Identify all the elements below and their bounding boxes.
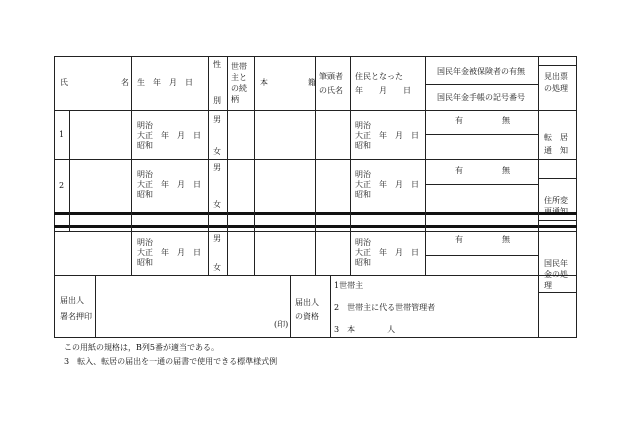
row2-pension-yu: 有	[455, 166, 463, 175]
row3-moved-era: 明治 大正 年 月 日 昭和	[355, 238, 419, 267]
header-sex-bottom: 別	[213, 96, 221, 105]
row3-pension-mu: 無	[502, 235, 510, 244]
row2-pension-mu: 無	[502, 166, 510, 175]
row3-birth-era: 明治 大正 年 月 日 昭和	[137, 238, 201, 267]
birth-col-line	[131, 56, 132, 275]
header-moved-2: 年 月 日	[355, 86, 411, 95]
row1-number: 1	[59, 130, 65, 139]
tenkyo-label-1: 転 居	[544, 133, 568, 142]
row3-sex-female: 女	[213, 263, 221, 272]
header-relation-1: 世帯	[231, 62, 247, 71]
header-birth: 生 年 月 日	[137, 78, 193, 87]
right-col-divider-5	[538, 220, 577, 221]
right-col-divider-2	[538, 110, 577, 111]
num-col-line	[69, 110, 70, 231]
right-col-divider-6	[538, 292, 577, 293]
right-col-divider-1	[538, 65, 577, 66]
footer-divider	[54, 275, 577, 276]
header-sex-top: 性	[213, 60, 221, 69]
right-col-divider-3	[538, 159, 577, 160]
qualification-option-2: 2 世帯主に代る世帯管理者	[334, 303, 436, 312]
header-relation-2: 主と	[231, 73, 247, 82]
note-form-caption: 3 転入、転居の届出を一通の届書で使用できる標準様式例	[64, 357, 278, 366]
right-col-line	[538, 56, 539, 338]
moved-col-line	[350, 56, 351, 275]
right-col-divider-4	[538, 178, 577, 179]
relation-col-line	[227, 56, 228, 275]
row1-sex-female: 女	[213, 147, 221, 156]
pension-row3-divider	[425, 255, 538, 256]
todokede-label-2: 署名押印	[60, 312, 92, 321]
row1-birth-era: 明治 大正 年 月 日 昭和	[137, 121, 201, 150]
row1-sex-male: 男	[213, 115, 221, 124]
header-name-left: 氏	[60, 78, 68, 87]
header-pension-2: 国民年金手帳の記号番号	[437, 93, 525, 102]
seal-mark: (印)	[274, 320, 289, 329]
row2-sex-male: 男	[213, 163, 221, 172]
pension-header-divider	[425, 84, 538, 85]
header-honseki: 本 籍	[260, 78, 316, 87]
row3-sex-male: 男	[213, 234, 221, 243]
header-sochi-2: の処理	[544, 84, 568, 93]
pension-row1-divider	[425, 134, 538, 135]
header-pension-1: 国民年金被保険者の有無	[437, 67, 525, 76]
header-relation-4: 柄	[231, 95, 239, 104]
row1-pension-yu: 有	[455, 116, 463, 125]
header-hittosha-1: 筆頭者	[319, 72, 343, 81]
header-hittosha-2: の氏名	[319, 86, 343, 95]
qualification-option-1: 1世帯主	[334, 281, 364, 290]
row2-birth-era: 明治 大正 年 月 日 昭和	[137, 170, 201, 199]
row2-number: 2	[59, 181, 65, 190]
footer-options-line	[330, 275, 331, 338]
qualification-option-3: 3 本 人	[334, 325, 396, 334]
shikaku-label-2: の資格	[295, 312, 319, 321]
header-sochi-1: 見出票	[544, 72, 568, 81]
row1-pension-mu: 無	[502, 116, 510, 125]
shikaku-label-1: 届出人	[295, 298, 319, 307]
pension-col-line	[425, 56, 426, 275]
kokumin-label-2: 金の処	[544, 270, 568, 279]
kokumin-label-1: 国民年	[544, 259, 568, 268]
footer-sign-line	[95, 275, 96, 338]
row2-sex-female: 女	[213, 200, 221, 209]
header-moved-1: 住民となった	[355, 72, 403, 81]
footer-shikaku-line	[290, 275, 291, 338]
sex-col-line	[208, 56, 209, 275]
jusho-label-2: 更通知	[544, 207, 568, 216]
honseki-col-line	[254, 56, 255, 275]
tenkyo-label-2: 通 知	[544, 146, 568, 155]
todokede-label-1: 届出人	[60, 296, 84, 305]
row1-moved-era: 明治 大正 年 月 日 昭和	[355, 121, 419, 150]
pension-row2-divider	[425, 184, 538, 185]
kokumin-label-3: 理	[544, 281, 552, 290]
jusho-label-1: 住所変	[544, 196, 568, 205]
row2-moved-era: 明治 大正 年 月 日 昭和	[355, 170, 419, 199]
hittosha-col-line	[315, 56, 316, 275]
row3-pension-yu: 有	[455, 235, 463, 244]
header-name-right: 名	[121, 78, 129, 87]
note-paper-spec: この用紙の規格は，B列5番が適当である。	[64, 343, 219, 352]
header-relation-3: の続	[231, 84, 247, 93]
